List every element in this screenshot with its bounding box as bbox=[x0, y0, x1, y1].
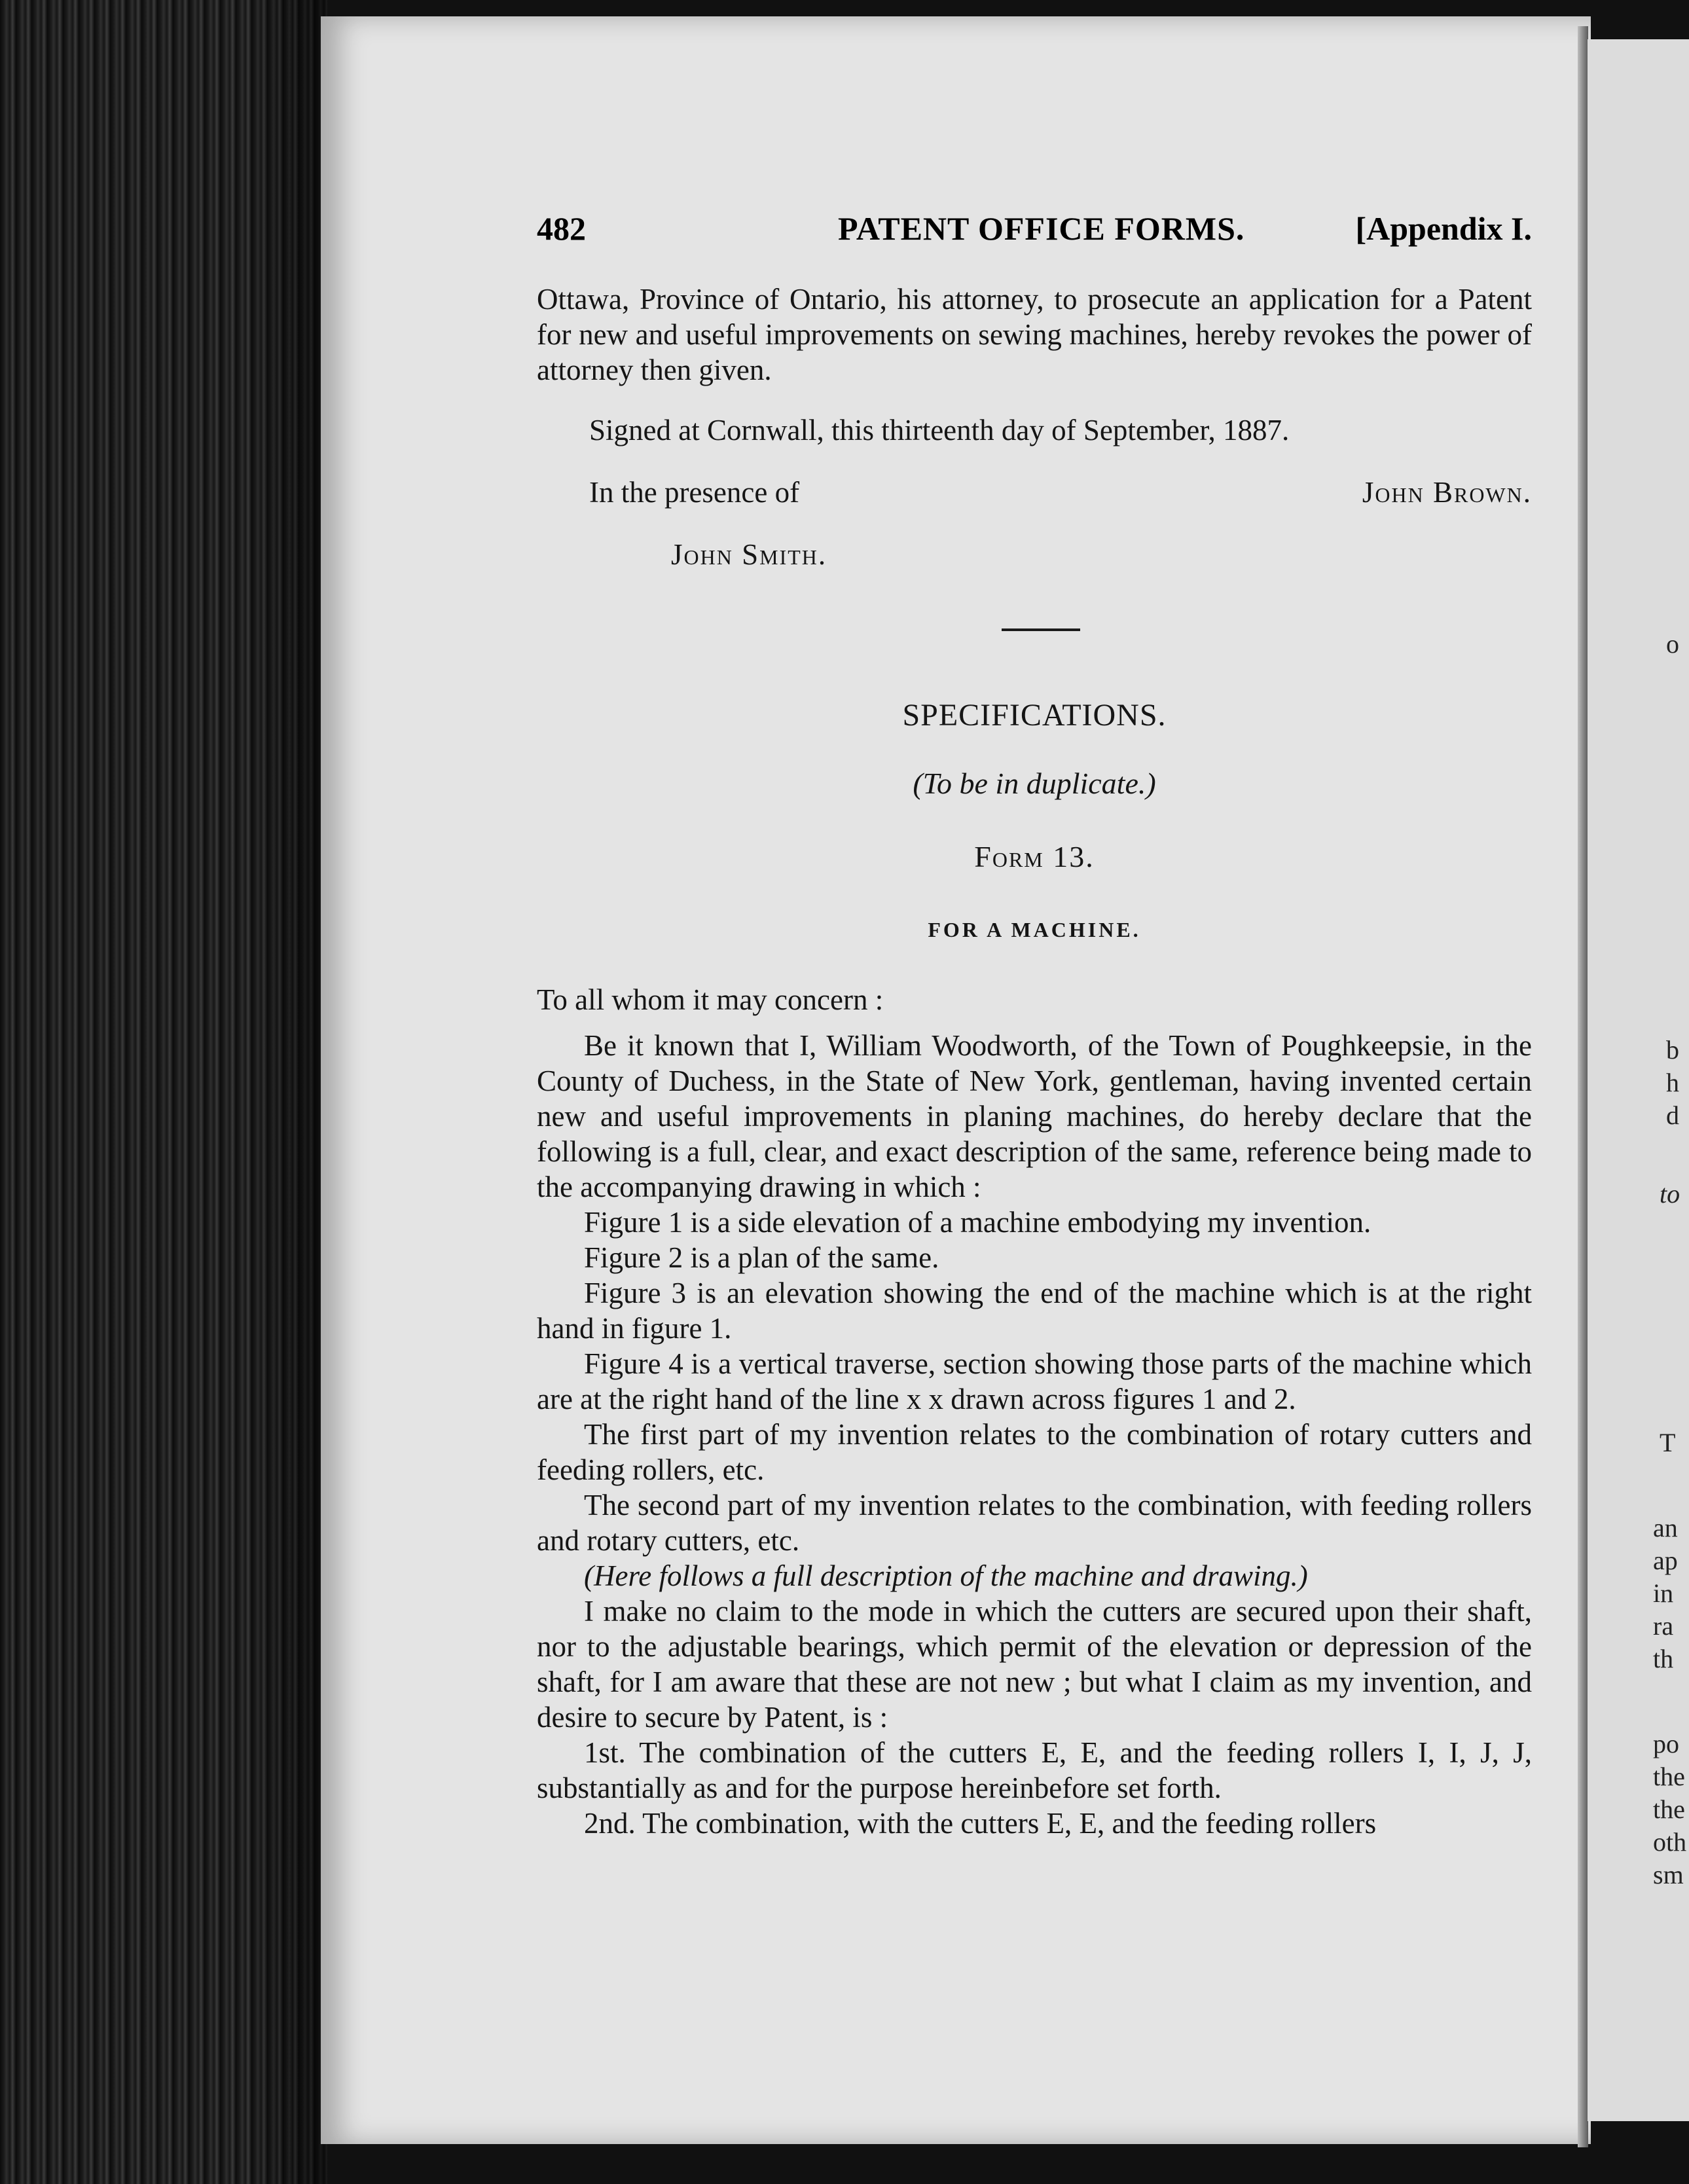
form-subtitle: FOR A MACHINE. bbox=[928, 918, 1141, 941]
section-title: SPECIFICATIONS. bbox=[902, 698, 1167, 733]
fragment: in bbox=[1653, 1578, 1674, 1608]
page-number: 482 bbox=[537, 210, 586, 247]
specification-body bbox=[537, 1028, 1532, 1841]
fragment: oth bbox=[1653, 1827, 1687, 1857]
fragment: sm bbox=[1653, 1860, 1684, 1889]
paragraph: 2nd. The combination, with the cutters E, E, and the feeding rollers bbox=[584, 1807, 1377, 1840]
spine-shadow bbox=[249, 0, 327, 2184]
section-divider bbox=[1002, 628, 1080, 631]
fragment: to bbox=[1660, 1179, 1680, 1209]
fragment: po bbox=[1653, 1729, 1679, 1758]
section-note: (To be in duplicate.) bbox=[913, 767, 1156, 800]
fragment: d bbox=[1666, 1101, 1679, 1130]
paragraph: I make no claim to the mode in which the cutters are secured upon their shaft, nor to the adjustable bearings, which permit of the elevation or depression of the shaft, for I am aware that these are not new ; but what I claim as my invention, and desire to secure by Patent, is : bbox=[537, 1595, 1532, 1734]
fragment: ap bbox=[1653, 1546, 1678, 1575]
salutation bbox=[537, 982, 1532, 1017]
presence-label: In the presence of bbox=[589, 476, 800, 509]
fragment: T bbox=[1660, 1428, 1676, 1457]
fragment: an bbox=[1653, 1513, 1678, 1542]
paragraph: Figure 2 is a plan of the same. bbox=[584, 1241, 939, 1274]
continuation-paragraph bbox=[537, 282, 1532, 388]
fragment: o bbox=[1666, 629, 1679, 659]
paragraph: 1st. The combination of the cutters E, E, and the feeding rollers I, I, J, J, substantially as and for the purpose hereinbefore set forth. bbox=[537, 1736, 1532, 1804]
paragraph: Be it known that I, William Woodworth, of the Town of Poughkeepsie, in the County of Duchess, in the State of New York, gentleman, having invented certain new and useful improvements in planing machines, do hereby declare that the following is a full, clear, and exact description of the same, reference being made to the accompanying drawing in which : bbox=[537, 1029, 1532, 1203]
paragraph: Figure 1 is a side elevation of a machine embodying my invention. bbox=[584, 1206, 1371, 1239]
running-header bbox=[537, 209, 1532, 262]
fragment: ra bbox=[1653, 1611, 1674, 1641]
signer-name: John Brown. bbox=[1362, 476, 1532, 509]
presence-row bbox=[537, 475, 1532, 514]
paragraph: The first part of my invention relates to the combination of rotary cutters and feeding rollers, etc. bbox=[537, 1418, 1532, 1486]
fragment: the bbox=[1653, 1762, 1685, 1791]
fragment: b bbox=[1666, 1035, 1679, 1065]
salutation-text: To all whom it may concern : bbox=[537, 983, 884, 1016]
paragraph: Figure 3 is an elevation showing the end of the machine which is at the right hand in figure 1. bbox=[537, 1277, 1532, 1345]
running-title: PATENT OFFICE FORMS. bbox=[838, 210, 1245, 247]
paragraph: Figure 4 is a vertical traverse, section showing those parts of the machine which are at the right hand of the line x x drawn across figures 1 and 2. bbox=[537, 1347, 1532, 1415]
fragment: the bbox=[1653, 1794, 1685, 1824]
page-gutter bbox=[1578, 26, 1588, 2147]
signed-line bbox=[537, 412, 1532, 448]
form-label: Form 13. bbox=[974, 840, 1095, 873]
adjacent-page-fragment bbox=[1588, 39, 1689, 2121]
fragment: th bbox=[1653, 1644, 1674, 1673]
continuation-text: Ottawa, Province of Ontario, his attorney, to prosecute an application for a Patent for new and useful improvements on sewing machines, hereby revokes the power of attorney then given. bbox=[537, 283, 1532, 386]
fragment: h bbox=[1666, 1068, 1679, 1097]
appendix-label: [Appendix I. bbox=[1355, 210, 1532, 247]
witness-name: John Smith. bbox=[671, 538, 827, 571]
paragraph: (Here follows a full description of the machine and drawing.) bbox=[584, 1559, 1308, 1592]
paragraph: The second part of my invention relates to the combination, with feeding rollers and rotary cutters, etc. bbox=[537, 1489, 1532, 1557]
signed-text: Signed at Cornwall, this thirteenth day of September, 1887. bbox=[589, 414, 1290, 446]
